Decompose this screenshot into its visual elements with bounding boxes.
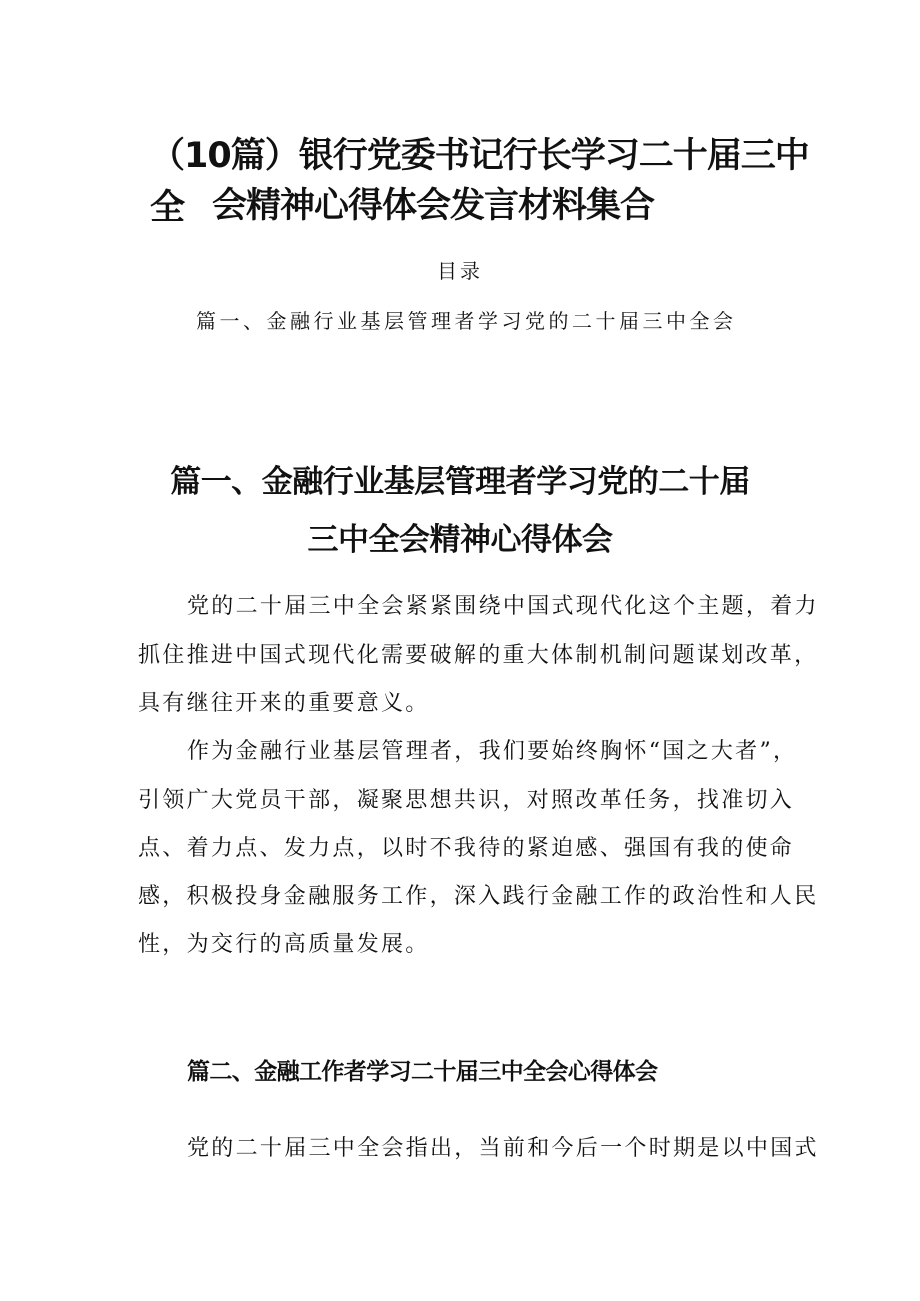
section-1-paragraph-1-line-2: 抓住推进中国式现代化需要破解的重大体制机制问题谋划改革， — [138, 643, 819, 668]
section-1-title-line-1: 篇一、金融行业基层管理者学习党的二十届 — [170, 463, 750, 500]
section-1-paragraph-1-line-1: 党的二十届三中全会紧紧围绕中国式现代化这个主题，着力 — [187, 594, 819, 619]
section-2-paragraph-1-line-1: 党的二十届三中全会指出，当前和今后一个时期是以中国式 — [187, 1136, 819, 1161]
toc-item-1[interactable]: 篇一、金融行业基层管理者学习党的二十届三中全会 — [196, 309, 737, 333]
section-1-paragraph-2-line-5: 性，为交行的高质量发展。 — [138, 932, 430, 957]
section-1-paragraph-2-line-2: 引领广大党员干部，凝聚思想共识，对照改革任务，找准切入 — [138, 788, 795, 813]
section-2-title: 篇二、金融工作者学习二十届三中全会心得体会 — [187, 1059, 658, 1085]
toc-heading: 目录 — [437, 259, 483, 283]
document-title-line-1: （10篇）银行党委书记行长学习二十届三中全 — [150, 136, 809, 228]
section-1-paragraph-1-line-3: 具有继往开来的重要意义。 — [138, 691, 430, 716]
section-1-paragraph-2-line-1: 作为金融行业基层管理者，我们要始终胸怀“国之大者”， — [187, 739, 798, 764]
section-1-paragraph-2-line-3: 点、着力点、发力点，以时不我待的紧迫感、强国有我的使命 — [138, 836, 795, 861]
section-1-paragraph-2-line-4: 感，积极投身金融服务工作，深入践行金融工作的政治性和人民 — [138, 884, 819, 909]
document-title-line-2: 会精神心得体会发言材料集合 — [212, 186, 655, 226]
section-1-title-line-2: 三中全会精神心得体会 — [307, 521, 613, 558]
